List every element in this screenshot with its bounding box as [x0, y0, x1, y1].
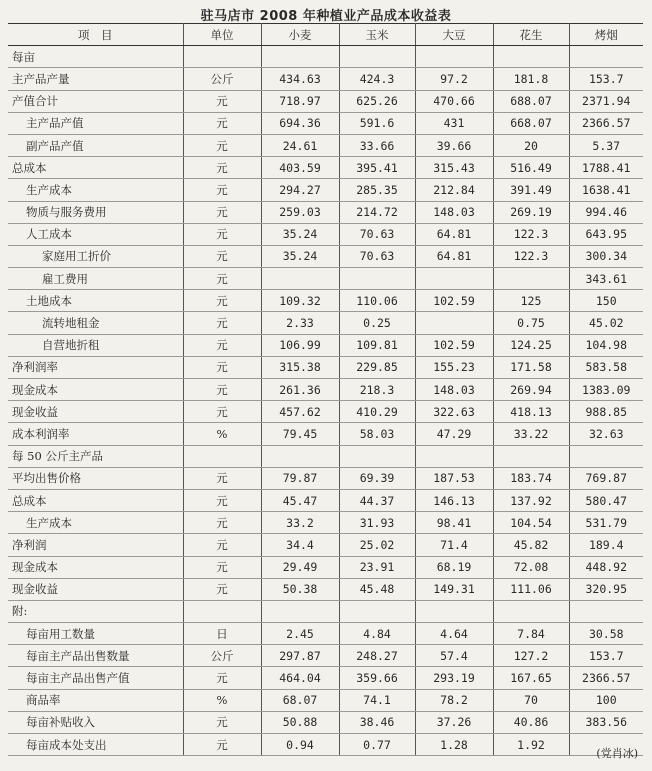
row-value: 153.7	[569, 645, 643, 667]
row-value: 2.33	[261, 312, 339, 334]
row-item-label: 雇工费用	[8, 268, 183, 290]
row-value: 110.06	[339, 290, 415, 312]
row-unit: 元	[183, 179, 261, 201]
row-value: 122.3	[493, 223, 569, 245]
row-value: 403.59	[261, 157, 339, 179]
row-value: 127.2	[493, 645, 569, 667]
row-value: 124.25	[493, 334, 569, 356]
table-row	[8, 312, 643, 334]
row-value: 104.98	[569, 334, 643, 356]
table-row	[8, 90, 643, 112]
row-item-label: 每 50 公斤主产品	[8, 445, 183, 467]
row-unit: 元	[183, 334, 261, 356]
row-value: 0.75	[493, 312, 569, 334]
row-item-label: 副产品产值	[8, 134, 183, 156]
table-row	[8, 445, 643, 467]
row-value: 988.85	[569, 401, 643, 423]
row-value: 516.49	[493, 157, 569, 179]
row-value: 23.91	[339, 556, 415, 578]
row-value: 47.29	[415, 423, 493, 445]
row-unit: 元	[183, 734, 261, 756]
row-value	[415, 600, 493, 622]
row-value: 97.2	[415, 68, 493, 90]
row-value: 769.87	[569, 467, 643, 489]
table-row	[8, 423, 643, 445]
row-value: 531.79	[569, 512, 643, 534]
header-tobacco: 烤烟	[569, 24, 643, 46]
row-value	[415, 268, 493, 290]
row-value: 39.66	[415, 134, 493, 156]
row-value: 457.62	[261, 401, 339, 423]
cost-benefit-table	[8, 23, 643, 756]
row-value: 2.45	[261, 623, 339, 645]
row-value: 74.1	[339, 689, 415, 711]
table-row	[8, 334, 643, 356]
row-value: 2366.57	[569, 667, 643, 689]
table-row	[8, 245, 643, 267]
row-value: 294.27	[261, 179, 339, 201]
row-value	[339, 445, 415, 467]
row-value: 214.72	[339, 201, 415, 223]
row-unit: 元	[183, 556, 261, 578]
row-value: 383.56	[569, 711, 643, 733]
row-value: 45.02	[569, 312, 643, 334]
row-value: 125	[493, 290, 569, 312]
row-value: 40.86	[493, 711, 569, 733]
row-value: 57.4	[415, 645, 493, 667]
row-value: 212.84	[415, 179, 493, 201]
table-row	[8, 401, 643, 423]
row-value: 7.84	[493, 623, 569, 645]
row-value: 122.3	[493, 245, 569, 267]
row-value: 153.7	[569, 68, 643, 90]
row-value: 187.53	[415, 467, 493, 489]
row-value: 297.87	[261, 645, 339, 667]
table-row	[8, 556, 643, 578]
table-row	[8, 179, 643, 201]
table-row	[8, 68, 643, 90]
row-value: 1638.41	[569, 179, 643, 201]
row-value: 261.36	[261, 379, 339, 401]
row-value: 359.66	[339, 667, 415, 689]
row-value: 1788.41	[569, 157, 643, 179]
row-value	[339, 46, 415, 68]
row-value: 171.58	[493, 356, 569, 378]
row-item-label: 现金收益	[8, 401, 183, 423]
row-value	[339, 600, 415, 622]
row-item-label: 现金收益	[8, 578, 183, 600]
row-value: 29.49	[261, 556, 339, 578]
row-value: 625.26	[339, 90, 415, 112]
row-unit: 元	[183, 356, 261, 378]
row-unit: 元	[183, 379, 261, 401]
row-unit: 元	[183, 489, 261, 511]
table-row	[8, 356, 643, 378]
table-row	[8, 379, 643, 401]
row-value: 24.61	[261, 134, 339, 156]
table-row	[8, 534, 643, 556]
row-value	[415, 46, 493, 68]
table-row	[8, 489, 643, 511]
row-value: 583.58	[569, 356, 643, 378]
row-value: 33.66	[339, 134, 415, 156]
row-unit: 元	[183, 534, 261, 556]
row-value: 45.82	[493, 534, 569, 556]
table-row	[8, 689, 643, 711]
table-row	[8, 734, 643, 756]
row-unit: 元	[183, 667, 261, 689]
table-row	[8, 467, 643, 489]
row-value: 104.54	[493, 512, 569, 534]
row-value: 79.45	[261, 423, 339, 445]
row-value	[261, 600, 339, 622]
row-value: 5.37	[569, 134, 643, 156]
row-value	[569, 445, 643, 467]
row-value: 30.58	[569, 623, 643, 645]
row-value: 322.63	[415, 401, 493, 423]
table-row	[8, 112, 643, 134]
row-value: 45.48	[339, 578, 415, 600]
row-item-label: 自营地折租	[8, 334, 183, 356]
row-value: 285.35	[339, 179, 415, 201]
row-value: 71.4	[415, 534, 493, 556]
row-value: 431	[415, 112, 493, 134]
row-value	[493, 600, 569, 622]
row-value: 167.65	[493, 667, 569, 689]
row-value: 106.99	[261, 334, 339, 356]
row-item-label: 现金成本	[8, 556, 183, 578]
row-item-label: 商品率	[8, 689, 183, 711]
row-item-label: 总成本	[8, 157, 183, 179]
row-item-label: 净利润	[8, 534, 183, 556]
row-unit	[183, 445, 261, 467]
row-unit: 元	[183, 90, 261, 112]
row-value: 146.13	[415, 489, 493, 511]
row-value: 64.81	[415, 245, 493, 267]
row-value: 1383.09	[569, 379, 643, 401]
row-unit	[183, 600, 261, 622]
row-value	[261, 445, 339, 467]
table-row	[8, 667, 643, 689]
row-unit: 日	[183, 623, 261, 645]
row-value: 109.81	[339, 334, 415, 356]
row-value: 25.02	[339, 534, 415, 556]
row-value: 668.07	[493, 112, 569, 134]
row-item-label: 主产品产量	[8, 68, 183, 90]
row-value: 0.94	[261, 734, 339, 756]
table-row	[8, 600, 643, 622]
row-unit: 元	[183, 112, 261, 134]
row-value	[493, 46, 569, 68]
row-unit: 公斤	[183, 645, 261, 667]
row-item-label: 生产成本	[8, 179, 183, 201]
row-value: 33.2	[261, 512, 339, 534]
table-row	[8, 645, 643, 667]
row-value: 591.6	[339, 112, 415, 134]
row-value: 688.07	[493, 90, 569, 112]
row-value: 4.84	[339, 623, 415, 645]
row-value: 580.47	[569, 489, 643, 511]
header-item: 项 目	[8, 24, 183, 46]
row-value: 20	[493, 134, 569, 156]
row-unit: 元	[183, 201, 261, 223]
row-value: 155.23	[415, 356, 493, 378]
row-item-label: 生产成本	[8, 512, 183, 534]
row-unit: 元	[183, 268, 261, 290]
row-value: 58.03	[339, 423, 415, 445]
row-item-label: 净利润率	[8, 356, 183, 378]
row-item-label: 每亩补贴收入	[8, 711, 183, 733]
row-value	[415, 312, 493, 334]
row-unit: 元	[183, 223, 261, 245]
row-item-label: 平均出售价格	[8, 467, 183, 489]
row-value: 395.41	[339, 157, 415, 179]
header-row	[8, 24, 643, 46]
row-item-label: 每亩用工数量	[8, 623, 183, 645]
row-unit: 公斤	[183, 68, 261, 90]
row-value: 1.28	[415, 734, 493, 756]
table-row	[8, 134, 643, 156]
header-peanut: 花生	[493, 24, 569, 46]
row-value	[569, 46, 643, 68]
row-value: 434.63	[261, 68, 339, 90]
row-value: 45.47	[261, 489, 339, 511]
row-value: 391.49	[493, 179, 569, 201]
row-value: 470.66	[415, 90, 493, 112]
row-value: 183.74	[493, 467, 569, 489]
row-value: 109.32	[261, 290, 339, 312]
row-value: 50.38	[261, 578, 339, 600]
row-value: 315.43	[415, 157, 493, 179]
row-value: 464.04	[261, 667, 339, 689]
row-value: 78.2	[415, 689, 493, 711]
row-value: 269.94	[493, 379, 569, 401]
row-item-label: 主产品产值	[8, 112, 183, 134]
row-value: 34.4	[261, 534, 339, 556]
row-value: 218.3	[339, 379, 415, 401]
row-item-label: 现金成本	[8, 379, 183, 401]
row-value: 148.03	[415, 379, 493, 401]
row-item-label: 每亩主产品出售数量	[8, 645, 183, 667]
row-value	[569, 600, 643, 622]
row-value	[493, 268, 569, 290]
row-unit: 元	[183, 578, 261, 600]
row-unit: 元	[183, 290, 261, 312]
row-value: 64.81	[415, 223, 493, 245]
row-value: 32.63	[569, 423, 643, 445]
header-wheat: 小麦	[261, 24, 339, 46]
row-value: 69.39	[339, 467, 415, 489]
row-value: 181.8	[493, 68, 569, 90]
row-value: 37.26	[415, 711, 493, 733]
row-value: 72.08	[493, 556, 569, 578]
table-row	[8, 711, 643, 733]
row-unit: 元	[183, 467, 261, 489]
row-value: 50.88	[261, 711, 339, 733]
row-value: 189.4	[569, 534, 643, 556]
row-value: 102.59	[415, 334, 493, 356]
row-value: 320.95	[569, 578, 643, 600]
row-value: 293.19	[415, 667, 493, 689]
row-value: 269.19	[493, 201, 569, 223]
header-unit: 单位	[183, 24, 261, 46]
row-value: 4.64	[415, 623, 493, 645]
row-value: 31.93	[339, 512, 415, 534]
table-row	[8, 268, 643, 290]
header-soybean: 大豆	[415, 24, 493, 46]
row-item-label: 附:	[8, 600, 183, 622]
row-value: 70	[493, 689, 569, 711]
row-value: 229.85	[339, 356, 415, 378]
row-unit: 元	[183, 134, 261, 156]
table-body	[8, 46, 643, 756]
row-value: 33.22	[493, 423, 569, 445]
row-value: 70.63	[339, 223, 415, 245]
row-value: 424.3	[339, 68, 415, 90]
row-value: 150	[569, 290, 643, 312]
row-value: 79.87	[261, 467, 339, 489]
table-row	[8, 46, 643, 68]
row-item-label: 每亩主产品出售产值	[8, 667, 183, 689]
row-value: 100	[569, 689, 643, 711]
row-value: 410.29	[339, 401, 415, 423]
row-item-label: 流转地租金	[8, 312, 183, 334]
row-unit: 元	[183, 312, 261, 334]
row-value: 0.77	[339, 734, 415, 756]
row-value: 343.61	[569, 268, 643, 290]
row-value: 300.34	[569, 245, 643, 267]
row-unit: 元	[183, 512, 261, 534]
row-item-label: 家庭用工折价	[8, 245, 183, 267]
row-unit: 元	[183, 157, 261, 179]
row-value: 38.46	[339, 711, 415, 733]
row-item-label: 每亩	[8, 46, 183, 68]
row-value: 35.24	[261, 245, 339, 267]
row-unit: 元	[183, 245, 261, 267]
row-value	[415, 445, 493, 467]
row-value: 448.92	[569, 556, 643, 578]
row-unit	[183, 46, 261, 68]
row-item-label: 总成本	[8, 489, 183, 511]
row-value: 149.31	[415, 578, 493, 600]
row-value	[339, 268, 415, 290]
row-value: 102.59	[415, 290, 493, 312]
row-value: 694.36	[261, 112, 339, 134]
row-value	[261, 46, 339, 68]
row-value: 259.03	[261, 201, 339, 223]
row-value: 70.63	[339, 245, 415, 267]
row-item-label: 每亩成本处支出	[8, 734, 183, 756]
table-row	[8, 157, 643, 179]
row-value: 98.41	[415, 512, 493, 534]
row-value	[261, 268, 339, 290]
row-value: 44.37	[339, 489, 415, 511]
row-value: 0.25	[339, 312, 415, 334]
row-value: 148.03	[415, 201, 493, 223]
table-row	[8, 290, 643, 312]
table-title: 驻马店市 2008 年种植业产品成本收益表	[200, 9, 452, 24]
table-row	[8, 201, 643, 223]
row-value: 718.97	[261, 90, 339, 112]
row-value: 1.92	[493, 734, 569, 756]
row-value: 315.38	[261, 356, 339, 378]
row-unit: %	[183, 689, 261, 711]
row-value: 643.95	[569, 223, 643, 245]
table-row	[8, 578, 643, 600]
row-unit: 元	[183, 401, 261, 423]
table-row	[8, 623, 643, 645]
row-value	[493, 445, 569, 467]
row-value: 35.24	[261, 223, 339, 245]
row-value: 994.46	[569, 201, 643, 223]
row-item-label: 成本利润率	[8, 423, 183, 445]
row-unit: 元	[183, 711, 261, 733]
table-row	[8, 512, 643, 534]
row-unit: %	[183, 423, 261, 445]
row-item-label: 产值合计	[8, 90, 183, 112]
table-row	[8, 223, 643, 245]
row-item-label: 人工成本	[8, 223, 183, 245]
header-corn: 玉米	[339, 24, 415, 46]
row-value: 137.92	[493, 489, 569, 511]
row-value: 2366.57	[569, 112, 643, 134]
row-item-label: 土地成本	[8, 290, 183, 312]
row-value: 111.06	[493, 578, 569, 600]
row-value: 2371.94	[569, 90, 643, 112]
row-item-label: 物质与服务费用	[8, 201, 183, 223]
row-value: 68.07	[261, 689, 339, 711]
row-value: 248.27	[339, 645, 415, 667]
row-value: 68.19	[415, 556, 493, 578]
row-value: 418.13	[493, 401, 569, 423]
author-credit: (党肖冰)	[596, 747, 638, 760]
